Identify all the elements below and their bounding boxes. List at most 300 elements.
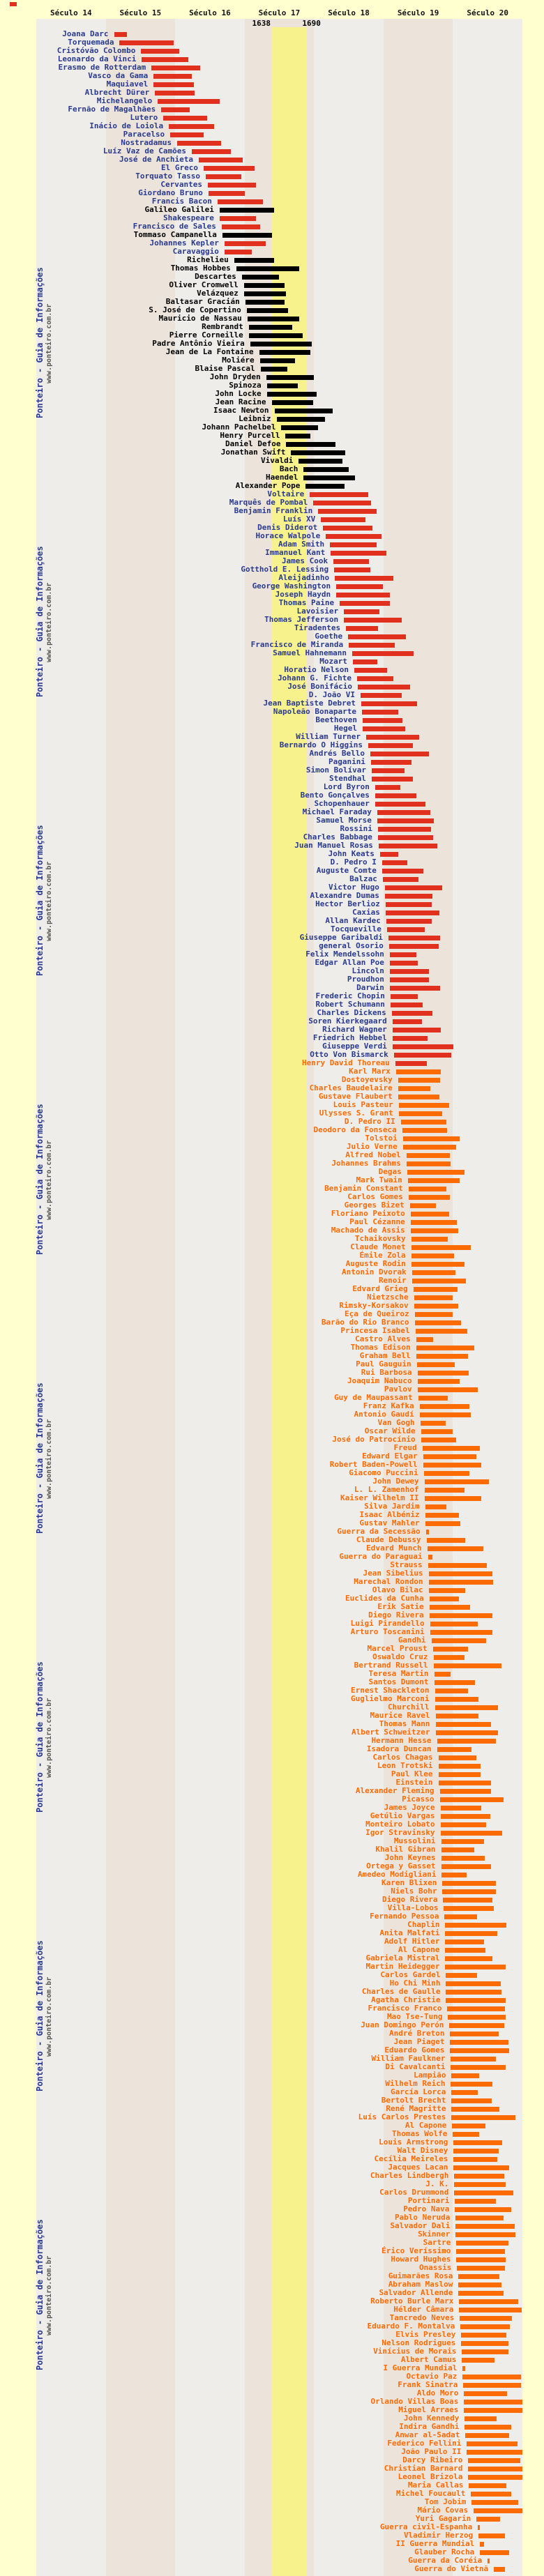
lifespan-bar (394, 1053, 452, 1058)
person-label: Rembrandt (202, 322, 243, 331)
lifespan-bar (474, 2508, 522, 2513)
lifespan-bar (415, 1312, 453, 1317)
lifespan-bar (467, 2441, 517, 2446)
lifespan-bar (441, 1806, 482, 1811)
lifespan-bar (318, 509, 377, 514)
lifespan-bar (437, 1739, 497, 1744)
lifespan-bar (429, 1571, 493, 1576)
person-label: J. K. (425, 2179, 449, 2188)
lifespan-bar (119, 40, 174, 45)
person-label: Leon Trotski (377, 1761, 433, 1770)
lifespan-bar (344, 609, 379, 614)
lifespan-bar (266, 375, 315, 380)
band-end-year-label: 1690 (302, 19, 321, 28)
lifespan-bar (451, 2107, 499, 2112)
lifespan-bar (446, 1981, 501, 1986)
person-label: Floriano Peixoto (331, 1209, 405, 1218)
lifespan-bar (430, 1613, 493, 1618)
person-label: Olavo Bilac (372, 1585, 423, 1594)
person-label: Glauber Rocha (414, 2547, 475, 2556)
person-label: Mauricio de Nassau (158, 314, 242, 323)
lifespan-bar (412, 1279, 467, 1283)
lifespan-bar (439, 1781, 492, 1785)
person-label: Skinner (418, 2230, 451, 2239)
lifespan-bar (456, 2241, 508, 2246)
lifespan-bar (442, 1889, 496, 1894)
person-label: Roberto Burle Marx (370, 2296, 454, 2306)
person-label: Thomas Paine (278, 598, 335, 607)
person-label: Hermann Hesse (371, 1736, 432, 1745)
person-label: Andrés Bello (309, 749, 365, 758)
watermark-site-name: Ponteiro - Guia de Informações (35, 2219, 45, 2370)
lifespan-bar (303, 467, 349, 472)
person-label: Thomas Jefferson (264, 615, 339, 624)
person-label: Gustave Flaubert (318, 1092, 393, 1101)
person-label: Robert Baden-Powell (329, 1460, 418, 1469)
person-label: Tchaikovsky (354, 1234, 406, 1243)
person-label: Eduardo Gomes (384, 2045, 445, 2055)
person-label: Vladimir Herzog (403, 2531, 474, 2540)
war-label: Guerra do Paraguai (339, 1552, 423, 1561)
person-label: Jean Baptiste Debret (263, 699, 356, 708)
lifespan-bar (220, 208, 274, 213)
lifespan-bar (425, 1479, 490, 1484)
lifespan-bar (450, 2048, 509, 2053)
person-label: Eduardo F. Montalva (367, 2322, 455, 2331)
person-label: Torquemada (68, 38, 114, 47)
person-label: Einstein (395, 1778, 433, 1787)
watermark-site-name: Ponteiro - Guia de Informações (35, 1382, 45, 1534)
lifespan-bar (244, 291, 287, 296)
lifespan-bar (375, 785, 400, 790)
lifespan-bar (471, 2492, 511, 2497)
lifespan-bar (432, 1638, 487, 1643)
person-label: Proudhon (347, 975, 384, 984)
person-label: Benjamin Franklin (234, 506, 313, 515)
person-label: Ortega y Gasset (366, 1861, 436, 1870)
person-label: Shakespeare (163, 213, 214, 222)
lifespan-bar (414, 1304, 459, 1309)
person-label: Yuri Gagarin (415, 2514, 471, 2523)
person-label: Howard Hughes (391, 2255, 451, 2264)
lifespan-bar (291, 450, 345, 455)
person-label: Torquato Tasso (135, 172, 200, 181)
person-label: Lampião (414, 2071, 446, 2080)
watermark-site-url: www.ponteiro.com.br (45, 582, 53, 662)
person-label: Rui Barbosa (361, 1368, 412, 1377)
person-label: Erik Satie (377, 1602, 424, 1611)
person-label: Beethoven (315, 715, 357, 724)
lifespan-bar (410, 1203, 436, 1208)
lifespan-bar (361, 693, 402, 698)
person-label: Cervantes (160, 180, 202, 189)
person-label: James Cook (281, 556, 328, 565)
lifespan-bar (427, 1538, 466, 1543)
lifespan-bar (261, 367, 288, 372)
century-column (36, 19, 109, 2576)
person-label: Auguste Rodin (345, 1259, 406, 1268)
person-label: Allan Kardec (325, 916, 381, 925)
lifespan-bar (416, 1329, 468, 1334)
lifespan-bar (452, 2124, 485, 2128)
person-label: Joaquim Nabuco (347, 1376, 412, 1385)
lifespan-bar (416, 1354, 469, 1359)
lifespan-bar (378, 827, 431, 832)
person-label: Karen Blixen (381, 1878, 437, 1887)
person-label: Guimarães Rosa (388, 2271, 453, 2280)
person-label: Pavlov (384, 1385, 412, 1394)
person-label: Leonardo da Vinci (57, 54, 137, 63)
person-label: D. Pedro II (344, 1117, 395, 1126)
person-label: Mussolini (393, 1836, 436, 1845)
war-duration-bar (494, 2567, 505, 2572)
person-label: Al Capone (398, 1945, 440, 1954)
person-label: Jean de La Fontaine (165, 347, 254, 356)
lifespan-bar (353, 660, 377, 664)
war-label: I Guerra Mundial (383, 2363, 458, 2372)
person-label: Richelieu (187, 255, 229, 264)
lifespan-bar (441, 1864, 492, 1869)
person-label: Marechal Rondon (354, 1577, 423, 1586)
war-duration-bar (428, 1555, 432, 1560)
person-label: Pablo Neruda (394, 2213, 451, 2222)
lifespan-bar (468, 2467, 522, 2471)
lifespan-bar (453, 2165, 509, 2170)
person-label: John Kennedy (403, 2414, 460, 2423)
person-label: Claude Debussy (356, 1535, 421, 1544)
lifespan-bar (462, 2349, 508, 2354)
person-label: Hegel (333, 724, 357, 733)
person-label: Khalil Gibran (375, 1845, 436, 1854)
person-label: Johann G. Fichte (278, 673, 352, 683)
lifespan-bar (471, 2500, 518, 2505)
person-label: Aleijadinho (278, 573, 330, 582)
person-label: Napoleão Bonaparte (273, 707, 356, 716)
person-label: Ulysses S. Grant (319, 1108, 393, 1118)
lifespan-bar (425, 1513, 460, 1518)
person-label: Oliver Cromwell (169, 280, 239, 289)
lifespan-bar (458, 2274, 499, 2279)
person-label: Velázquez (197, 289, 239, 298)
lifespan-bar (363, 718, 402, 723)
person-label: Rimsky-Korsakov (339, 1301, 409, 1310)
person-label: Samuel Morse (316, 816, 372, 825)
lifespan-bar (439, 1764, 481, 1769)
person-label: Darcy Ribeiro (402, 2455, 463, 2464)
person-label: Richard Wagner (322, 1025, 387, 1034)
lifespan-bar (222, 224, 260, 229)
person-label: Haendel (266, 473, 299, 482)
person-label: Cristóvão Colombo (56, 46, 136, 55)
lifespan-bar (421, 1421, 446, 1426)
person-label: Bernardo O Higgins (279, 740, 363, 749)
lifespan-bar (435, 1689, 469, 1693)
person-label: Niels Bohr (391, 1887, 437, 1896)
lifespan-bar (286, 442, 335, 447)
person-label: Nelson Rodrigues (381, 2338, 456, 2347)
watermark-site-url: www.ponteiro.com.br (45, 303, 53, 383)
war-label: Guerra do Vietnã (414, 2564, 489, 2573)
person-label: Jean Racine (215, 397, 266, 406)
corner-marker (10, 2, 17, 6)
person-label: Agatha Christie (371, 1995, 441, 2004)
person-label: Descartes (195, 272, 236, 281)
lifespan-bar (423, 1454, 477, 1459)
lifespan-bar (372, 777, 413, 782)
person-label: Carlos Gardel (380, 1970, 441, 1979)
person-label: Christian Barnard (384, 2464, 463, 2473)
person-label: Renoir (378, 1276, 407, 1285)
person-label: Michelangelo (96, 96, 153, 105)
person-label: Cecília Meireles (374, 2154, 448, 2163)
person-label: Picasso (402, 1794, 435, 1804)
person-label: Vinícius de Morais (373, 2347, 457, 2356)
person-label: Paul Cézanne (349, 1217, 405, 1226)
lifespan-bar (249, 325, 293, 330)
person-label: Franz Kafka (363, 1401, 414, 1410)
lifespan-bar (393, 1044, 454, 1049)
lifespan-bar (398, 1095, 439, 1099)
person-label: Johannes Brahms (331, 1159, 401, 1168)
person-label: Otto Von Bismarck (310, 1050, 388, 1059)
lifespan-bar (453, 2140, 502, 2145)
person-label: Jacques Lacan (388, 2163, 448, 2172)
lifespan-bar (199, 158, 243, 162)
person-label: Alexander Pope (235, 481, 301, 490)
person-label: Maria Callas (407, 2480, 464, 2490)
person-label: Bertolt Brecht (381, 2096, 446, 2105)
lifespan-bar (163, 116, 207, 121)
lifespan-bar (390, 977, 429, 982)
lifespan-bar (158, 99, 220, 104)
lifespan-bar (459, 2299, 518, 2304)
lifespan-bar (445, 1956, 492, 1961)
person-label: Jean Piaget (393, 2037, 445, 2046)
lifespan-bar (446, 1998, 506, 2003)
person-label: Tocqueville (330, 924, 381, 933)
person-label: Friedrich Hebbel (312, 1033, 387, 1042)
war-duration-bar (462, 2366, 465, 2371)
lifespan-bar (299, 459, 342, 464)
person-label: Gotthold E. Lessing (241, 565, 329, 574)
person-label: José de Anchieta (119, 155, 193, 164)
lifespan-bar (169, 124, 214, 129)
lifespan-bar (305, 484, 345, 489)
lifespan-bar (454, 2182, 506, 2187)
lifespan-bar (331, 551, 386, 556)
person-label: Hector Berlioz (315, 899, 380, 908)
lifespan-bar (434, 1655, 465, 1660)
lifespan-bar (446, 1990, 501, 1995)
person-label: Horatio Nelson (284, 665, 349, 674)
person-label: Gabriela Mistral (365, 1953, 440, 1963)
lifespan-bar (429, 1588, 466, 1593)
lifespan-bar (402, 1128, 448, 1133)
person-label: Gustav Mahler (359, 1518, 420, 1527)
lifespan-bar (445, 1939, 484, 1944)
person-label: Anwar al-Sadat (395, 2430, 460, 2439)
person-label: Igor Stravinsky (365, 1828, 435, 1837)
person-label: Stendhal (328, 774, 366, 783)
lifespan-bar (244, 283, 285, 288)
lifespan-bar (334, 567, 370, 572)
lifespan-bar (425, 1521, 461, 1526)
person-label: Francisco de Miranda (250, 640, 344, 649)
lifespan-bar (396, 1069, 441, 1074)
lifespan-bar (220, 216, 256, 221)
lifespan-bar (421, 1429, 453, 1434)
person-label: Immanuel Kant (265, 548, 326, 557)
person-label: Fernão de Magalhães (68, 105, 156, 114)
war-duration-bar (480, 2542, 484, 2547)
person-label: Juan Domingo Perón (361, 2020, 444, 2029)
person-label: Tolstoi (365, 1134, 398, 1143)
person-label: Luigi Pirandello (350, 1619, 425, 1628)
person-label: Octavio Paz (406, 2372, 458, 2381)
person-label: Maquiavel (106, 79, 149, 89)
lifespan-bar (272, 400, 314, 405)
lifespan-bar (378, 835, 433, 840)
lifespan-bar (448, 2015, 506, 2020)
lifespan-bar (372, 768, 405, 773)
person-label: D. João VI (308, 690, 355, 699)
person-label: Federico Fellini (387, 2439, 462, 2448)
lifespan-bar (399, 1103, 450, 1108)
person-label: Mário Covas (417, 2506, 469, 2515)
lifespan-bar (425, 1488, 465, 1493)
person-label: Émile Zola (359, 1251, 406, 1260)
person-label: Luís XV (282, 515, 316, 524)
person-label: Schopenhauer (314, 799, 370, 808)
person-label: William Turner (296, 732, 361, 741)
person-label: Elvis Presley (395, 2330, 456, 2339)
person-label: Aldo Moro (416, 2388, 459, 2398)
lifespan-bar (451, 2065, 506, 2070)
person-label: Spinoza (229, 381, 262, 390)
lifespan-bar (388, 936, 441, 940)
lifespan-bar (222, 233, 272, 238)
person-label: Caravaggio (172, 247, 219, 256)
lifespan-bar (206, 174, 241, 179)
lifespan-bar (459, 2308, 522, 2312)
person-label: Teresa Martin (368, 1669, 429, 1678)
person-label: Thomas Edison (350, 1343, 411, 1352)
person-label: Voltaire (267, 489, 305, 498)
lifespan-bar (248, 317, 300, 321)
person-label: Bertrand Russell (354, 1661, 428, 1670)
person-label: Barão do Rio Branco (321, 1318, 409, 1327)
lifespan-bar (170, 132, 204, 137)
lifespan-bar (445, 1931, 497, 1936)
person-label: Mao Tse-Tung (386, 2012, 443, 2021)
lifespan-bar (423, 1446, 481, 1451)
lifespan-bar (385, 894, 432, 899)
person-label: Walt Disney (397, 2146, 448, 2155)
person-label: José Bonifácio (287, 682, 353, 691)
lifespan-bar (161, 107, 190, 112)
person-label: Tommaso Campanella (133, 230, 217, 239)
lifespan-bar (464, 2408, 522, 2413)
lifespan-bar (428, 1563, 488, 1568)
lifespan-bar (441, 1839, 485, 1844)
watermark-site-url: www.ponteiro.com.br (45, 2255, 53, 2335)
century-label: Século 19 (397, 8, 439, 17)
lifespan-bar (425, 1504, 447, 1509)
person-label: Felix Mendelssohn (305, 950, 384, 959)
person-label: Darwin (356, 983, 384, 992)
person-label: Inácio de Loiola (89, 121, 164, 130)
person-label: Johann Pachelbel (202, 422, 276, 432)
person-label: Diego Rivera (382, 1895, 438, 1904)
person-label: Tiradentes (294, 623, 341, 632)
person-label: Machado de Assis (331, 1226, 405, 1235)
person-label: Indira Gandhi (399, 2422, 460, 2431)
person-label: Michael Faraday (302, 807, 372, 816)
lifespan-bar (443, 1898, 492, 1903)
lifespan-bar (415, 1320, 462, 1325)
lifespan-bar (468, 2475, 522, 2480)
person-label: William Faulkner (371, 2054, 446, 2063)
person-label: Henry David Thoreau (301, 1058, 390, 1067)
lifespan-bar (430, 1605, 471, 1610)
lifespan-bar (441, 1873, 467, 1877)
lifespan-bar (436, 1730, 499, 1735)
person-label: S. José de Copertino (149, 305, 241, 314)
lifespan-bar (326, 534, 381, 539)
lifespan-bar (455, 2224, 515, 2229)
lifespan-bar (352, 651, 414, 656)
person-label: João Paulo II (401, 2447, 462, 2456)
lifespan-bar (453, 2132, 479, 2137)
person-label: José do Patrocínio (332, 1435, 416, 1444)
lifespan-bar (451, 2073, 479, 2078)
lifespan-bar (153, 74, 192, 79)
person-label: Victor Hugo (328, 883, 379, 892)
person-label: Mark Twain (356, 1175, 402, 1184)
person-label: Arturo Toscanini (350, 1627, 425, 1636)
person-label: John Keats (328, 849, 375, 858)
person-label: Abraham Maslow (388, 2280, 453, 2289)
person-label: Castro Alves (355, 1334, 411, 1343)
lifespan-bar (366, 735, 419, 740)
person-label: Paul Gauguin (356, 1359, 411, 1369)
lifespan-bar (423, 1463, 482, 1468)
lifespan-bar (260, 358, 296, 363)
lifespan-bar (469, 2483, 506, 2488)
lifespan-bar (425, 1496, 482, 1501)
lifespan-bar (411, 1245, 471, 1250)
person-label: Guy de Maupassant (334, 1393, 413, 1402)
person-label: Carlos Gomes (347, 1192, 403, 1201)
lifespan-bar (435, 1697, 479, 1702)
person-label: Francisco de Sales (133, 222, 216, 231)
person-label: Antonio Gaudí (354, 1410, 414, 1419)
person-label: Martin Heidegger (365, 1962, 440, 1971)
lifespan-bar (390, 969, 429, 974)
person-label: John Dryden (209, 372, 261, 381)
person-label: Al Capone (405, 2121, 447, 2130)
lifespan-bar (454, 2174, 504, 2179)
lifespan-bar (389, 944, 439, 949)
lifespan-bar (225, 250, 252, 254)
lifespan-bar (476, 2517, 500, 2522)
lifespan-bar (468, 2458, 520, 2463)
person-label: Van Gogh (377, 1418, 415, 1427)
lifespan-bar (371, 760, 411, 765)
person-label: Leonel Brizola (398, 2472, 463, 2481)
lifespan-bar (249, 333, 303, 338)
lifespan-bar (428, 1546, 484, 1551)
